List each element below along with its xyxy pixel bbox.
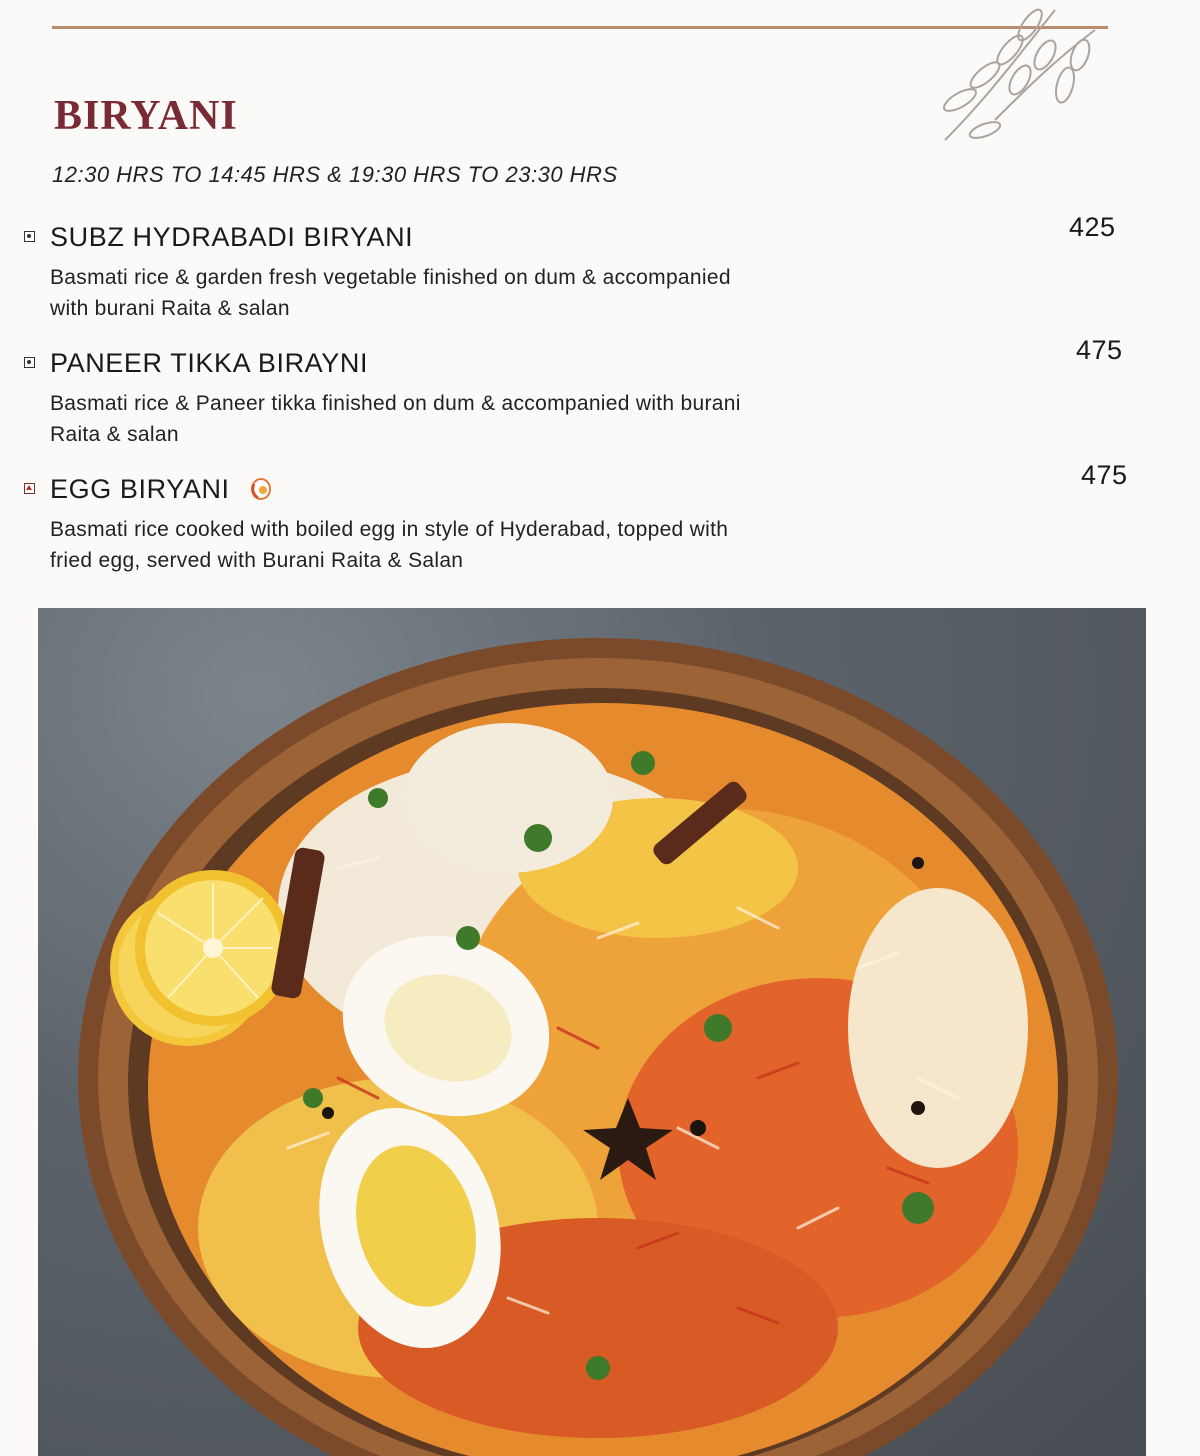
item-description: Basmati rice & garden fresh vegetable finished on dum & accompanied with burani Raita & salan (50, 266, 731, 320)
item-name-row (50, 474, 272, 505)
item-price: 425 (1069, 212, 1116, 242)
item-name: EGG BIRYANI (50, 474, 230, 504)
veg-mark-icon (24, 231, 35, 242)
section-title: BIRYANI (54, 93, 238, 139)
item-description: Basmati rice cooked with boiled egg in style of Hyderabad, topped with fried egg, served with Burani Raita & Salan (50, 518, 729, 572)
leaf-decoration-icon (925, 0, 1105, 150)
veg-mark-icon (24, 357, 35, 368)
biryani-photo (38, 608, 1146, 1456)
egg-icon (250, 478, 272, 500)
item-description: Basmati rice & Paneer tikka finished on dum & accompanied with burani Raita & salan (50, 392, 741, 446)
item-name: PANEER TIKKA BIRAYNI (50, 348, 369, 378)
nonveg-mark-icon (24, 483, 35, 494)
item-price: 475 (1076, 335, 1123, 365)
item-name: SUBZ HYDRABADI BIRYANI (50, 222, 414, 252)
serving-hours: 12:30 HRS TO 14:45 HRS & 19:30 HRS TO 23:30 HRS (52, 162, 618, 187)
item-price: 475 (1081, 460, 1128, 490)
